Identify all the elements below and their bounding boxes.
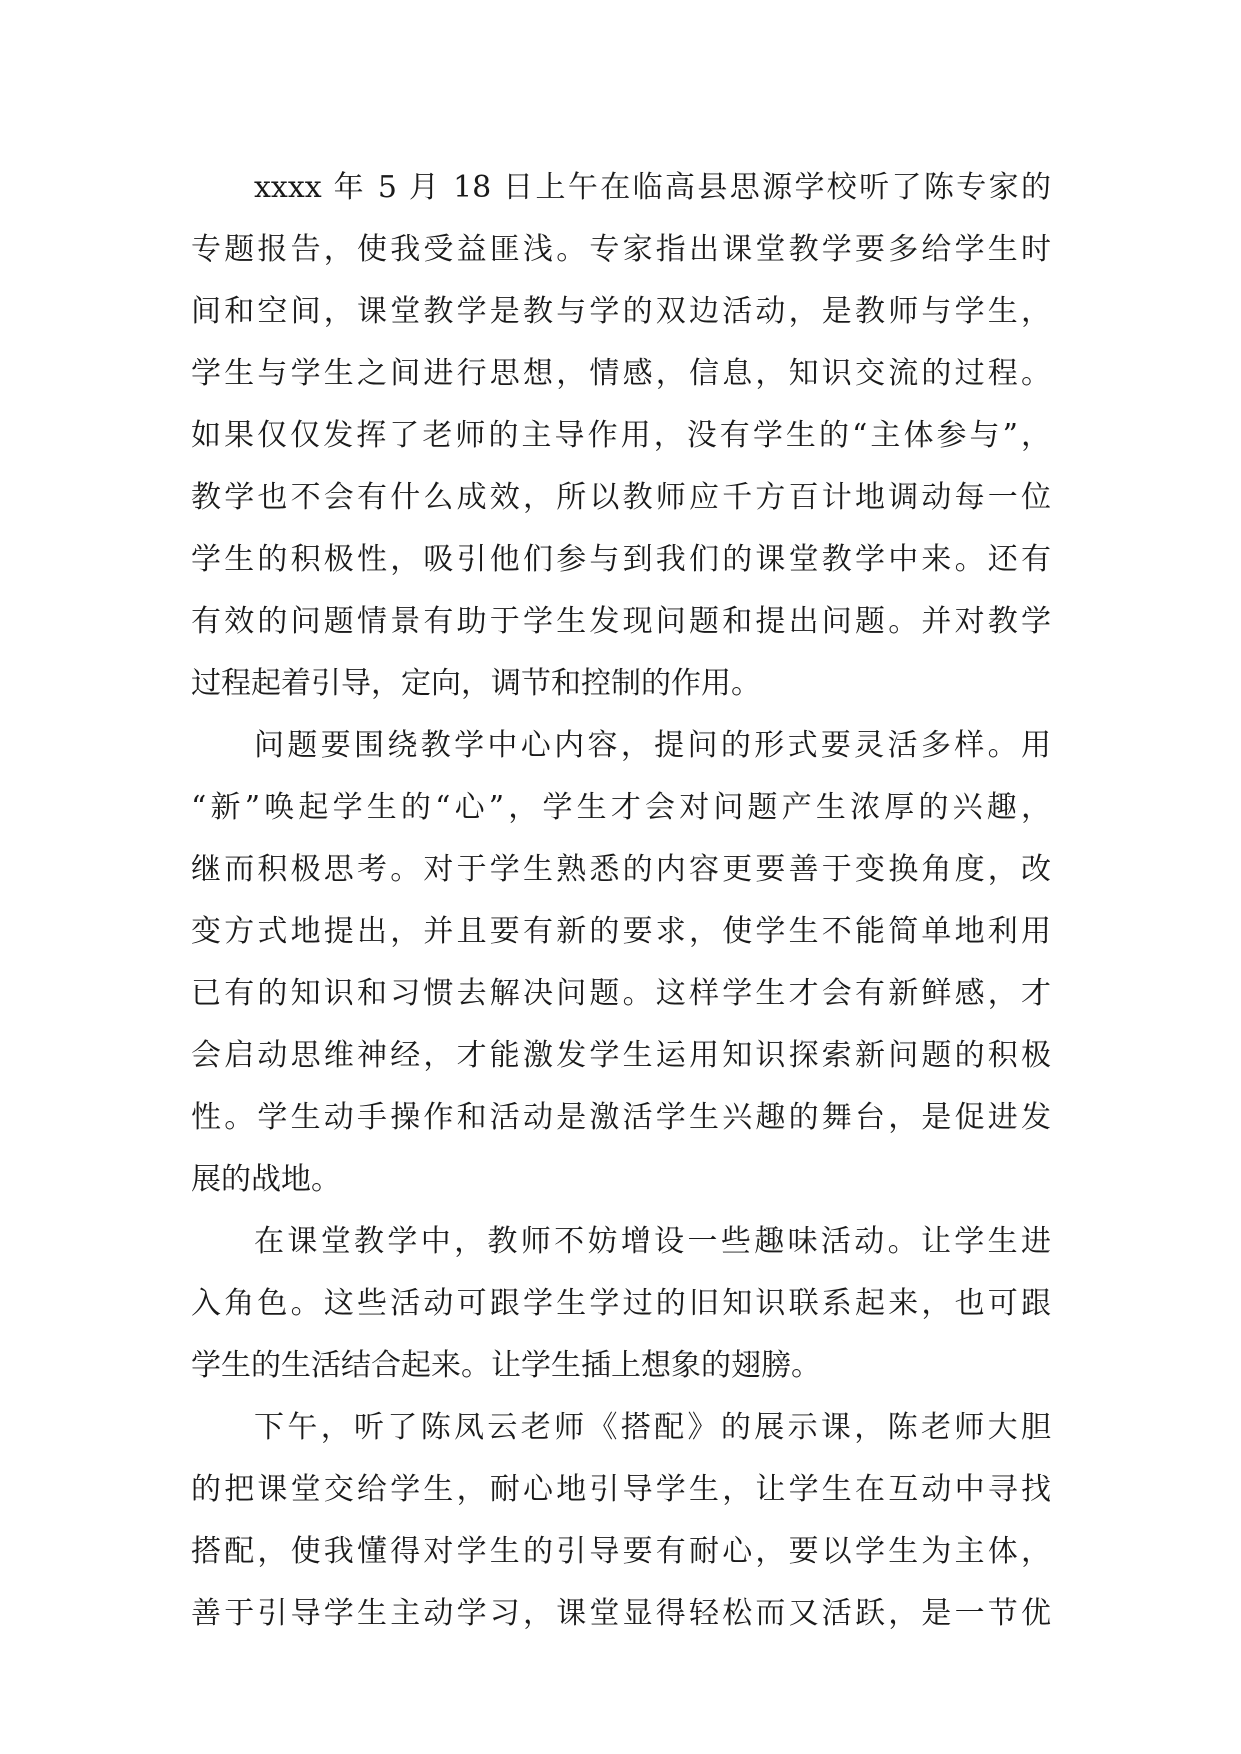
text-line: 问题要围绕教学中心内容，提问的形式要灵活多样。用 — [254, 728, 1051, 763]
text-line: 在课堂教学中，教师不妨增设一些趣味活动。让学生进 — [254, 1224, 1051, 1259]
text-line: 教学也不会有什么成效，所以教师应千方百计地调动每一位 — [191, 480, 1051, 515]
text-line: 的把课堂交给学生，耐心地引导学生，让学生在互动中寻找 — [191, 1472, 1051, 1507]
text-line: 入角色。这些活动可跟学生学过的旧知识联系起来，也可跟 — [191, 1286, 1051, 1321]
text-line: 下午，听了陈凤云老师《搭配》的展示课，陈老师大胆 — [254, 1410, 1051, 1445]
text-line: 学生的生活结合起来。让学生插上想象的翅膀。 — [191, 1348, 821, 1383]
text-line: 学生的积极性，吸引他们参与到我们的课堂教学中来。还有 — [191, 542, 1051, 577]
text-line: 间和空间，课堂教学是教与学的双边活动，是教师与学生， — [191, 294, 1051, 329]
text-line: “新”唤起学生的“心”，学生才会对问题产生浓厚的兴趣， — [191, 790, 1051, 825]
text-line: 继而积极思考。对于学生熟悉的内容更要善于变换角度，改 — [191, 852, 1051, 887]
text-line: 如果仅仅发挥了老师的主导作用，没有学生的“主体参与”， — [191, 418, 1051, 453]
text-line: 专题报告，使我受益匪浅。专家指出课堂教学要多给学生时 — [191, 232, 1051, 267]
text-line: 搭配，使我懂得对学生的引导要有耐心，要以学生为主体， — [191, 1534, 1051, 1569]
body-text — [191, 157, 1051, 1645]
text-line: 会启动思维神经，才能激发学生运用知识探索新问题的积极 — [191, 1038, 1051, 1073]
text-line: 学生与学生之间进行思想，情感，信息，知识交流的过程。 — [191, 356, 1051, 391]
text-line: 有效的问题情景有助于学生发现问题和提出问题。并对教学 — [191, 604, 1051, 639]
text-line: 展的战地。 — [191, 1162, 341, 1197]
text-line: 过程起着引导，定向，调节和控制的作用。 — [191, 666, 761, 701]
text-line: 已有的知识和习惯去解决问题。这样学生才会有新鲜感，才 — [191, 976, 1051, 1011]
text-line: 善于引导学生主动学习，课堂显得轻松而又活跃，是一节优 — [191, 1596, 1051, 1631]
text-line: 变方式地提出，并且要有新的要求，使学生不能简单地利用 — [191, 914, 1051, 949]
text-line: 性。学生动手操作和活动是激活学生兴趣的舞台，是促进发 — [191, 1100, 1051, 1135]
text-line: xxxx 年 5 月 18 日上午在临高县思源学校听了陈专家的 — [254, 170, 1051, 205]
